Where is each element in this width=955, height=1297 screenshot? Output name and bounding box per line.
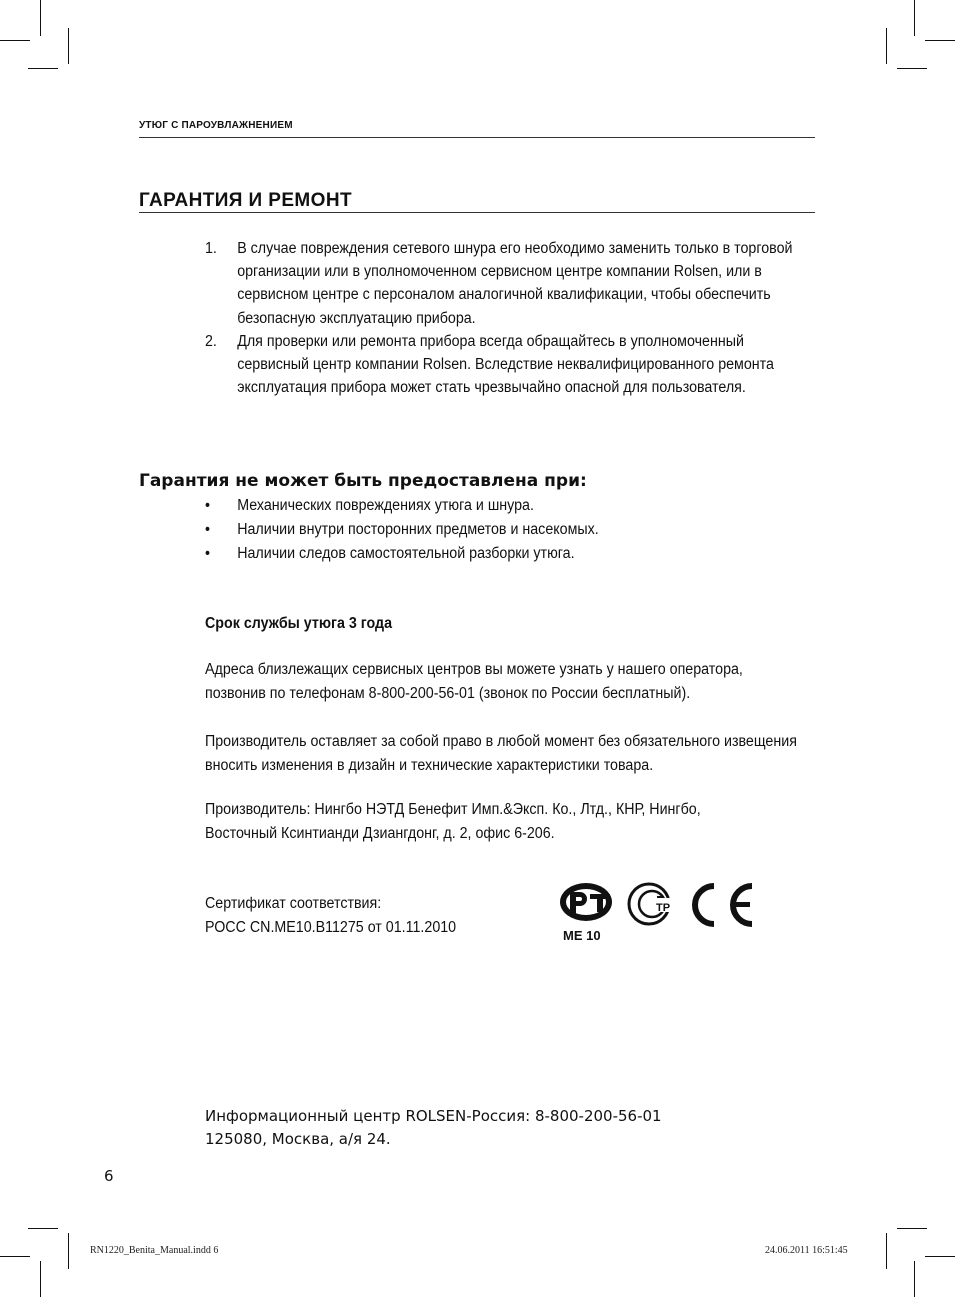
- info-center-line1: Информационный центр ROLSEN-Россия: 8-800-200-56-01: [205, 1107, 662, 1125]
- svg-text:ТР: ТР: [656, 902, 671, 914]
- exclusions-title: Гарантия не может быть предоставлена при:: [139, 471, 587, 491]
- page-number: 6: [104, 1167, 114, 1185]
- pct-mark-icon: [560, 883, 612, 943]
- service-centers-paragraph: Адреса близлежащих сервисных центров вы можете узнать у нашего оператора, позвонив по телефонам 8-800-200-56-01 (звонок по России бесплатный).: [205, 661, 743, 702]
- list-item-text: В случае повреждения сетевого шнура его необходимо заменить только в торговой организации или в уполномоченном сервисном центре компании Rolsen, или в сервисном центре с персоналом аналогичной квалификации, чтобы обеспечить безопасную эксплуатацию прибора.: [237, 240, 793, 327]
- running-head: УТЮГ С ПАРОУВЛАЖНЕНИЕМ: [139, 120, 293, 131]
- crop-mark: [40, 1261, 41, 1297]
- certificate-label: Сертификат соответствия:: [205, 895, 382, 912]
- info-center-line2: 125080, Москва, а/я 24.: [205, 1130, 391, 1148]
- section-title: ГАРАНТИЯ И РЕМОНТ: [139, 190, 352, 211]
- list-item: [205, 237, 817, 330]
- crop-mark: [0, 40, 30, 41]
- list-item-text: Наличии следов самостоятельной разборки утюга.: [237, 545, 575, 562]
- exclusions-list: [205, 494, 805, 566]
- list-item: [205, 330, 817, 400]
- list-item-text: Наличии внутри посторонних предметов и насекомых.: [237, 521, 599, 538]
- certificate-number: РОСС CN.ME10.B11275 от 01.11.2010: [205, 919, 457, 936]
- manufacturer-paragraph: Производитель: Нингбо НЭТД Бенефит Имп.&Эксп. Ко., Лтд., КНР, Нингбо, Восточный Ксинтианди Дзиангдонг, д. 2, офис 6-206.: [205, 801, 701, 842]
- crop-mark: [28, 1228, 58, 1229]
- ce-mark-icon: [695, 886, 752, 924]
- list-item-text: Для проверки или ремонта прибора всегда обращайтесь в уполномоченный сервисный центр компании Rolsen. Вследствие неквалифицированного ремонта эксплуатация прибора может стать чрезвычайно опасной для пользователя.: [237, 332, 774, 397]
- crop-mark: [897, 68, 927, 69]
- crop-mark: [897, 1228, 927, 1229]
- slug-date: 24.06.2011 16:51:45: [765, 1245, 848, 1256]
- bullet-icon: •: [205, 497, 211, 514]
- crop-mark: [0, 1256, 30, 1257]
- crop-mark: [886, 28, 887, 64]
- list-item: [205, 542, 817, 566]
- bullet-icon: •: [205, 521, 211, 538]
- crop-mark: [28, 68, 58, 69]
- list-number: 2.: [205, 332, 217, 350]
- crop-mark: [914, 1261, 915, 1297]
- crop-mark: [68, 28, 69, 64]
- section-title-rule: [139, 212, 815, 213]
- crop-mark: [925, 1256, 955, 1257]
- eac-mark-icon: [629, 884, 674, 924]
- list-item: [205, 518, 817, 542]
- rights-paragraph: Производитель оставляет за собой право в любой момент без обязательного извещения вносить изменения в дизайн и технические характеристики товара.: [205, 733, 797, 774]
- certification-marks: [556, 880, 756, 949]
- crop-mark: [68, 1233, 69, 1269]
- service-life: Срок службы утюга 3 года: [205, 615, 393, 632]
- numbered-list: [205, 237, 805, 399]
- list-number: 1.: [205, 240, 217, 257]
- crop-mark: [886, 1233, 887, 1269]
- crop-mark: [40, 0, 41, 36]
- list-item: [205, 494, 817, 518]
- header-rule: [139, 137, 815, 138]
- slug-file: RN1220_Benita_Manual.indd 6: [90, 1245, 219, 1256]
- crop-mark: [914, 0, 915, 36]
- mark-code: ME 10: [563, 928, 601, 943]
- crop-mark: [925, 40, 955, 41]
- list-item-text: Механических повреждениях утюга и шнура.: [237, 497, 534, 514]
- bullet-icon: •: [205, 545, 211, 562]
